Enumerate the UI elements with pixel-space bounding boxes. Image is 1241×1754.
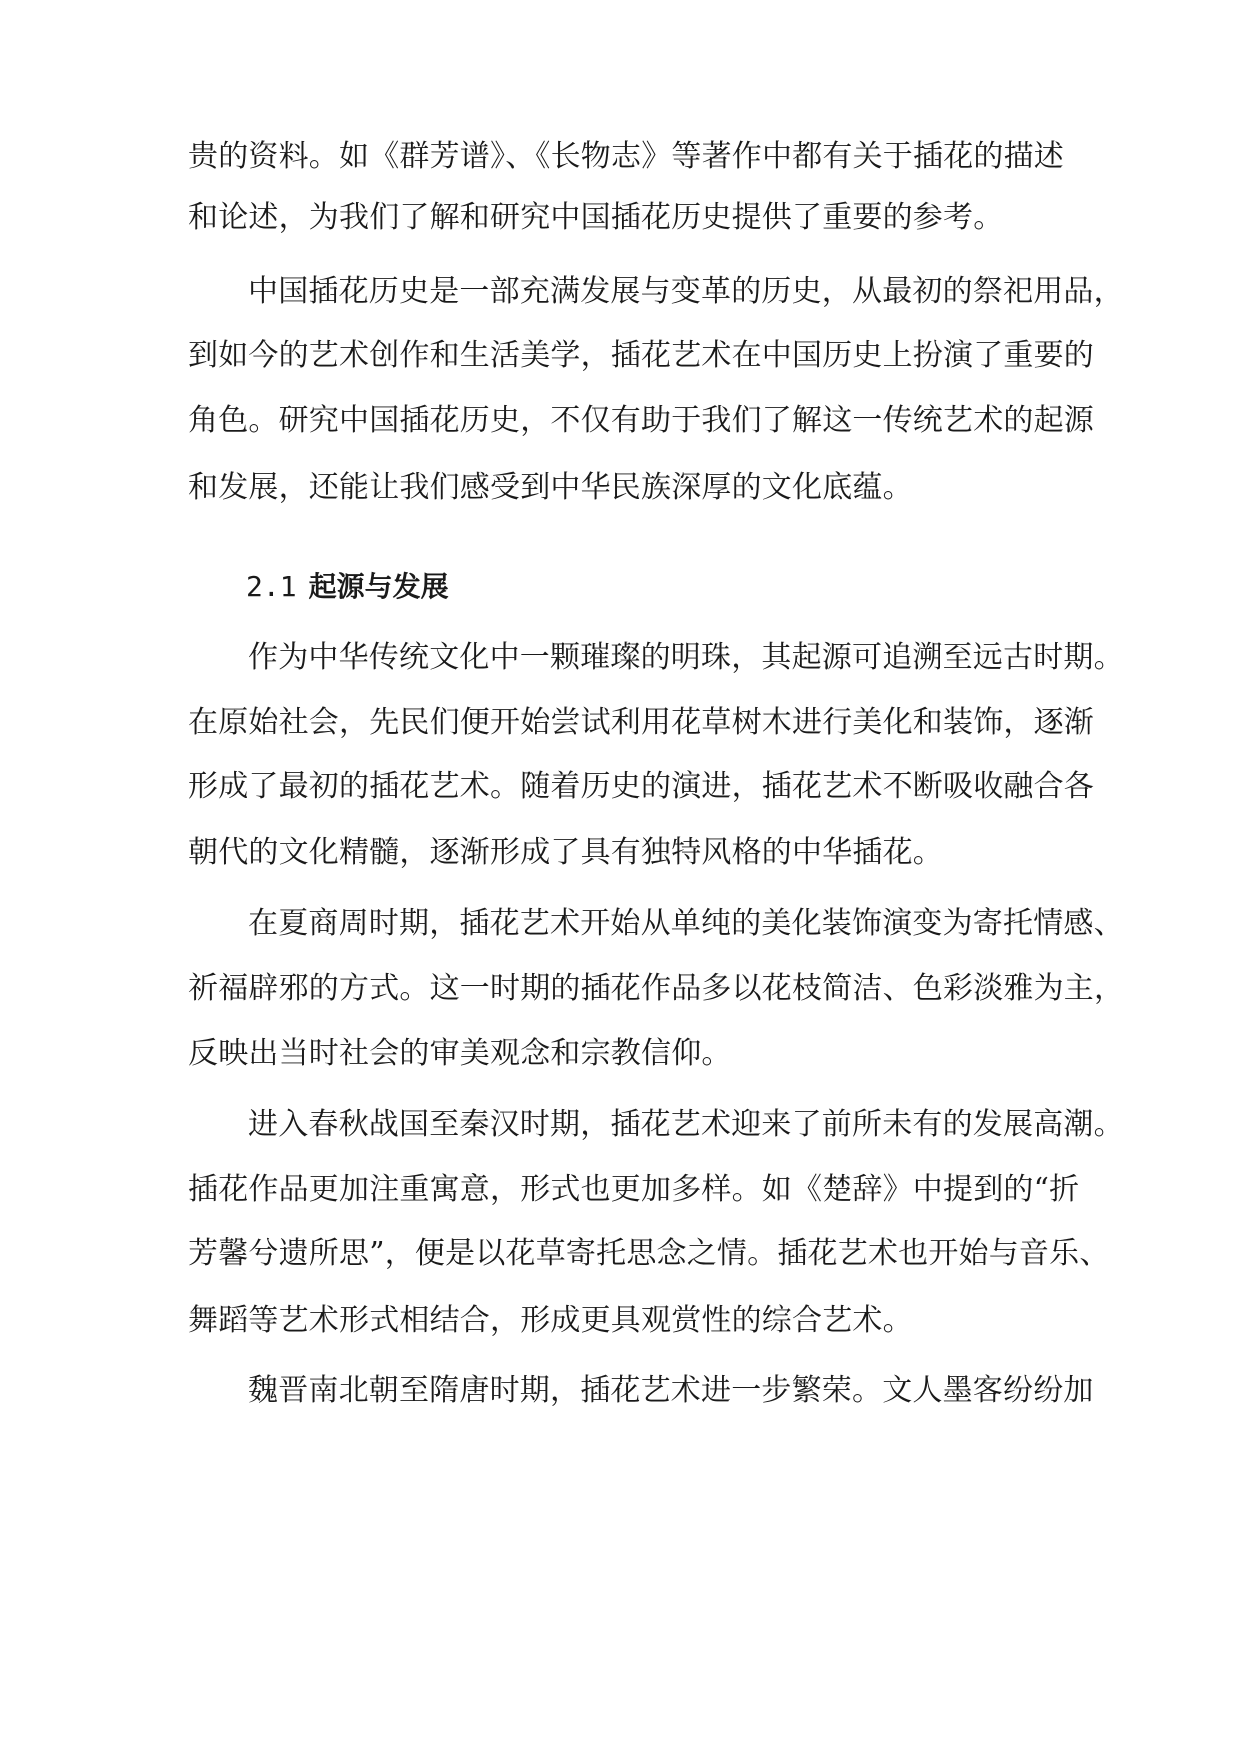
text-line: 插花作品更加注重寓意，形式也更加多样。如《楚辞》中提到的“折 [188, 1172, 1080, 1207]
text-line: 角色。研究中国插花历史，不仅有助于我们了解这一传统艺术的起源 [188, 403, 1094, 438]
text-line: 反映出当时社会的审美观念和宗教信仰。 [188, 1036, 732, 1071]
text-line: 中国插花历史是一部充满发展与变革的历史，从最初的祭祀用品， [248, 274, 1124, 309]
text-line: 形成了最初的插花艺术。随着历史的演进，插花艺术不断吸收融合各 [188, 769, 1094, 804]
text-line: 祈福辟邪的方式。这一时期的插花作品多以花枝简洁、色彩淡雅为主， [188, 971, 1125, 1006]
text-line: 到如今的艺术创作和生活美学，插花艺术在中国历史上扮演了重要的 [188, 338, 1094, 373]
text-line: 舞蹈等艺术形式相结合，形成更具观赏性的综合艺术。 [188, 1303, 913, 1338]
text-line: 朝代的文化精髓，逐渐形成了具有独特风格的中华插花。 [188, 835, 943, 870]
text-line: 和论述，为我们了解和研究中国插花历史提供了重要的参考。 [188, 200, 1004, 235]
section-title: 起源与发展 [308, 570, 449, 603]
text-line: 进入春秋战国至秦汉时期，插花艺术迎来了前所未有的发展高潮。 [248, 1107, 1124, 1142]
text-line: 作为中华传统文化中一颗璀璨的明珠，其起源可追溯至远古时期。 [248, 640, 1124, 675]
text-line: 在原始社会，先民们便开始尝试利用花草树木进行美化和装饰，逐渐 [188, 705, 1094, 740]
section-heading [188, 570, 449, 604]
text-line: 在夏商周时期，插花艺术开始从单纯的美化装饰演变为寄托情感、 [248, 906, 1124, 941]
text-line: 和发展，还能让我们感受到中华民族深厚的文化底蕴。 [188, 470, 913, 505]
section-number: 2.1 [246, 570, 297, 603]
text-line: 贵的资料。如《群芳谱》、《长物志》等著作中都有关于插花的描述 [188, 139, 1064, 174]
text-line: 芳馨兮遗所思”，便是以花草寄托思念之情。插花艺术也开始与音乐、 [188, 1236, 1110, 1271]
text-line: 魏晋南北朝至隋唐时期，插花艺术进一步繁荣。文人墨客纷纷加 [248, 1373, 1094, 1408]
